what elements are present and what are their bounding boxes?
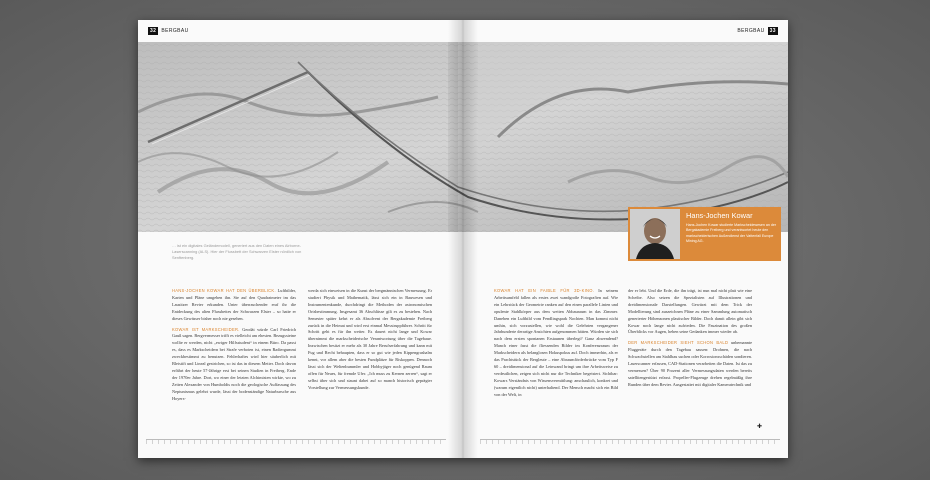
paragraph: [494, 288, 618, 399]
magazine-spread: [138, 20, 788, 458]
text-column-1: [172, 288, 296, 407]
paragraph-body: der er lebt. Und die Erde, die ihn trägt, ist nun mal nicht platt wie eine Scheibe. Also setzen die Spezialisten auf Illustrationen und dreidimensionale Darstellungen. Gewürzt mit dem Trick der Modellierung sind auszeichnen Pläne zu einer Sammlung automatisch generierter Höhenzonen plastischer Bilder. Doch damit allein gibt sich Kowar noch lange nicht zufrieden. Die Faszination des großen Überblicks vor Augen, heben seine Gedanken immer wieder ab.: [628, 288, 752, 335]
profile-bio: Hans-Jochen Kowar studierte Markscheidewesen an der Bergakademie Freiberg und verantwortet heute den markscheiderischen Außendienst der Vattenfall Europe Mining AG.: [686, 223, 777, 244]
end-of-article-icon: ✚: [757, 424, 763, 430]
left-section-label: BERGBAU: [161, 28, 189, 34]
paragraph-body: Luftbilder, Karten und Pläne umgeben ihn. Sie auf den Quadratmeter im das Lausitzer Revier erkunden. Unter überraschender eraf ihr die Entdeckung des alten Flussbettes der Schwarzen Elster – so hatte er dieses Gewässer bisher noch nie gesehen.: [172, 288, 296, 321]
text-column-4: [628, 288, 752, 393]
paragraph-lead: KOWAR IST MARKSCHEIDER.: [172, 326, 240, 332]
right-section-label: BERGBAU: [737, 28, 765, 34]
paragraph-lead: HANS-JOCHEN KOWAR HAT DEN ÜBERBLICK.: [172, 288, 276, 293]
portrait-photo: [630, 209, 680, 259]
page-ruler: [146, 439, 446, 446]
text-column-3: [494, 288, 618, 403]
left-page-number: 32: [150, 28, 157, 34]
paragraph: [628, 340, 752, 388]
left-page-header: [148, 27, 189, 35]
paragraph: [172, 288, 296, 323]
text-column-2: [308, 288, 432, 396]
profile-name: Hans-Jochen Kowar: [686, 211, 753, 220]
paragraph: [172, 327, 296, 403]
right-page-number: 33: [769, 28, 776, 34]
paragraph-body: In seinem Arbeitsumfeld fallen als erstes zwei wandgroße Fotografien auf. Wie ein Lehrstück der Geometrie ranken auf den einen parallele Linien und opulente Stahlkörper aus dem weiten Abbauraum in das Zimmer. Daneben ein Luftbild vom Fendlingspark Nochten. Man kommt nicht umhin, sich vorzustellen, wie wohl die Gelehrten vergangener Jahrhunderte derartige Ansichten aufgenommen hätten. Würden sie sich nach dem ersten spontanen Erstaunen überlegt? Ganz abwendend? Manch einer fasst die fliessenden Bilder im Konferenzraum der Markscheidern als belanglosen Hokuspokus auf. Doch immerhin, als er das Prachtstück der Bergleute – eine Abraumförderbrücke vom Typ F 60 – dreidimensional auf die Leinwand bringt um ihre Arbeitsweise zu verdeutlichen, zeigen sich nicht nur die Techniker begeistert. Sichtbar: Kowars Verständnis von Wissensvermittlung: anschaulich, konkret und (warum eigentlich nicht) unterhaltend. Der Mensch macht sich ein Bild von der Welt, in: [494, 288, 618, 397]
paragraph-lead: KOWAR HAT EIN FAIBLE FÜR 3D-KINO.: [494, 288, 595, 293]
right-page-header: [737, 27, 778, 35]
page-ruler: [480, 439, 780, 446]
profile-box: [628, 207, 781, 261]
paragraph-body: Geodät würde Carl Friedrich Gauß sagen. Bergvermesser trifft es vielleicht am ehesten. Bezugssteine wollte er werden, nicht „ewiger Hilfsstudent“ in einem Büro. Da passt es, dass es Markscheidern bei Strafe verboten ist, einen Radiergummi zweckbestimmt zu benutzen. Fehlerhaftes wird hier säuberlich mit Bleistift und Lineal gestrichen, so ist das in diesem Metier. Doch davon erfährt der heute 57-Jährige erst bei seinen Studien in Freiberg. Ende der 1970er Jahre. Dort, wo einer der letzten Alchimisten wirkte, wo zu Zeiten Alexander von Humboldts noch die geologische Auffassung des Neptunismus gelehrt wurde, lässt der bodenständige Naturbursche aus Hoyers-: [172, 326, 297, 401]
paragraph-body: unbemannte Fluggeräte durch den Tagebau sausen: Drohnen, die nach Schwachstellen am Stahlbau suchen oder Korrosionsschäden sondieren. Laserscanner erfassen, CAD-Stationen verarbeiten die Daten. Ist das zu vermessen? Über 90 Prozent aller Vermessungsdaten werden bereits satellitengestützt erfasst. Propeller-Flugzeuge drehen regelmäßig ihre Runden über dem Revier. Ausgestattet mit digitaler Kameratechnik und: [628, 340, 752, 387]
paragraph-body: werda sich einweisen in die Kunst der bergmännischen Vermessung. Er studiert Physik und Mathematik, lässt sich ein in Bauwesen und Instrumentenkunde, durchdringt die Methoden der astronomischen Ortsbestimmung. Insgesamt 36 Abschlüsse gilt es zu bestehen. Nach Semester später kehrt er als Absolvent der Bergakademie Freiberg zurück in die Heimat und wird erst einmal Messtruppführer. Schritt für Schritt geht es für ihn weiter. Es dauert nicht lange und Kowar übernimmt die markscheiderische Verantwortung über die Tagebaue. Inzwischen besitzt er mehr als 30 Jahre Berufserfahrung und kann mit Fug und Recht behaupten, dass er so gut wie jeden Kippengrashalm kennt, vor allem aber die besten Fundplätze für Riskoppen. Dennoch lässt sich der Weltenbummler und Hobbyjäger noch genügend Raum offen für Neues, für fremde Ufer. „Ich muss zu Kernen zerren“, sagt er selbst über sich und staunt dabei auf so manch historisch geprägter Vorstellung zur Vermessungskunde.: [308, 288, 432, 390]
caption-text: … ist ein digitales Geländemodell, generiert aus den Daten eines Airborne-Laserscanning (ALS). Hier der Flussbett der Schwarzen Elster nördlich von Senftenberg.: [172, 243, 302, 260]
terrain-model-image: [138, 42, 788, 232]
paragraph-lead: DER MARKSCHEIDER SIEHT SCHON BALD: [628, 340, 729, 346]
